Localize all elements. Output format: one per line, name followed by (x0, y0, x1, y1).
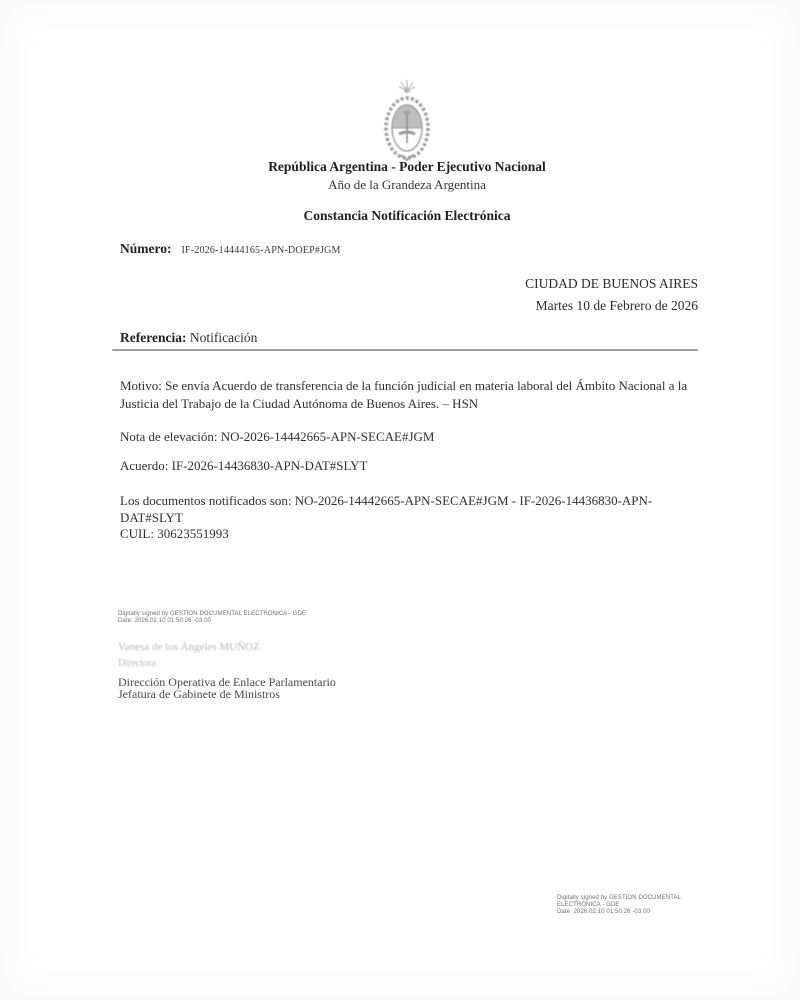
digital-signature-line: Digitally signed by GESTION DOCUMENTAL (557, 895, 682, 901)
signature-block-right (557, 895, 681, 916)
reference-value: Notificación (186, 330, 258, 345)
digital-signature-line: Digitally signed by GESTION DOCUMENTAL ELECTRONICA - GDE (118, 611, 306, 617)
reference-row (120, 330, 257, 346)
number-label: Número: (120, 241, 172, 256)
separator-rule (112, 349, 698, 351)
signer-title: Directora (118, 658, 156, 669)
signature-block-left (118, 611, 336, 700)
documentos-paragraph (120, 493, 652, 543)
cuil-line: CUIL: 30623551993 (120, 526, 229, 541)
motivo-paragraph (120, 377, 687, 413)
digital-signature-line: ELECTRONICA - GDE (557, 902, 620, 908)
header-year-line: Año de la Grandeza Argentina (328, 177, 486, 192)
office-line: Jefatura de Gabinete de Ministros (118, 687, 280, 701)
motivo-line: Motivo: Se envía Acuerdo de transferencia de la función judicial en materia laboral del Ámbito Nacional a la (120, 378, 688, 393)
digital-signature-date: Date: 2026.02.10 01:50:26 -03:00 (557, 909, 650, 915)
argentina-coat-of-arms-icon (376, 80, 438, 169)
digital-signature-date: Date: 2026.02.10 01:50:26 -03:00 (118, 618, 211, 624)
number-value: IF-2026-14444165-APN-DOEP#JGM (181, 245, 341, 256)
documentos-line: DAT#SLYT (120, 509, 183, 525)
date-line: Martes 10 de Febrero de 2026 (535, 298, 698, 313)
document-title: Constancia Notificación Electrónica (303, 208, 511, 223)
motivo-line: Justicia del Trabajo de la Ciudad Autónoma de Buenos Aires. – HSN (120, 396, 479, 411)
acuerdo-line: Acuerdo: IF-2026-14436830-APN-DAT#SLYT (120, 458, 368, 473)
document-number-row (120, 241, 341, 257)
documentos-line: Los documentos notificados son: NO-2026-14442665-APN-SECAE#JGM - IF-2026-14436830-APN- (120, 493, 653, 508)
city-line: CIUDAD DE BUENOS AIRES (525, 276, 698, 291)
header-org-line: República Argentina - Poder Ejecutivo Nacional (268, 159, 546, 174)
reference-label: Referencia: (120, 330, 187, 345)
office-line: Dirección Operativa de Enlace Parlamentario (118, 675, 336, 689)
signer-name: Vanesa de los Ángeles MUÑOZ (118, 641, 260, 653)
nota-elevacion-line: Nota de elevación: NO-2026-14442665-APN-SECAE#JGM (120, 429, 435, 444)
